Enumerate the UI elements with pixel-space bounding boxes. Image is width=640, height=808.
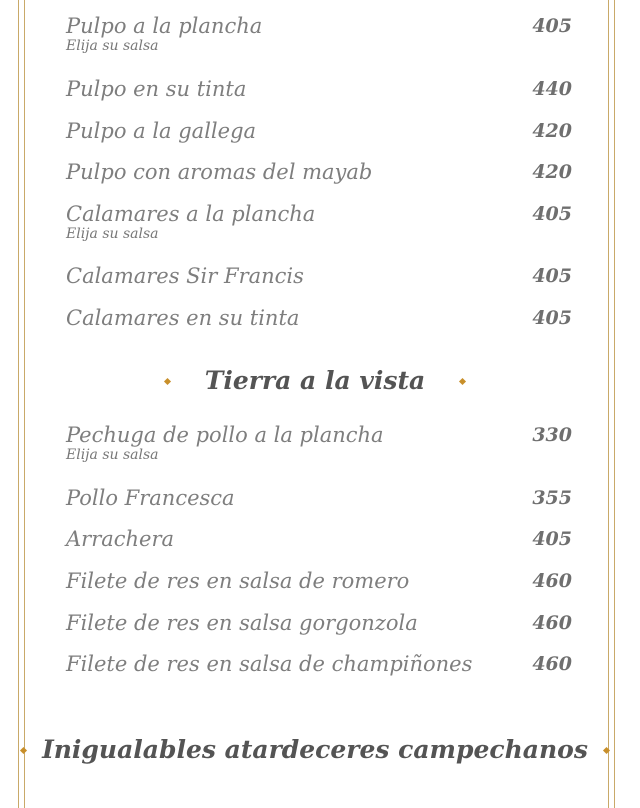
item-price: 405 xyxy=(532,203,572,225)
item-note: Elija su salsa xyxy=(66,226,159,242)
item-note: Elija su salsa xyxy=(66,38,159,54)
item-name: Filete de res en salsa gorgonzola xyxy=(66,611,418,635)
item-name: Calamares Sir Francis xyxy=(66,264,304,288)
item-price: 405 xyxy=(532,15,572,37)
item-price: 460 xyxy=(532,612,572,634)
item-price: 420 xyxy=(532,120,572,142)
diamond-ornament-icon xyxy=(459,377,466,384)
item-price: 420 xyxy=(532,161,572,183)
section-title: Tierra a la vista xyxy=(204,366,426,395)
item-name: Pulpo con aromas del mayab xyxy=(66,160,373,184)
section-heading xyxy=(20,363,610,399)
left-border-ornament xyxy=(18,0,25,808)
item-name: Filete de res en salsa de champiñones xyxy=(66,652,473,676)
item-price: 405 xyxy=(532,265,572,287)
item-note: Elija su salsa xyxy=(66,447,159,463)
item-price: 355 xyxy=(532,487,572,509)
item-name: Pulpo a la plancha xyxy=(66,14,263,38)
item-name: Filete de res en salsa de romero xyxy=(66,569,410,593)
section-title: Inigualables atardeceres campechanos xyxy=(42,735,588,764)
item-price: 440 xyxy=(532,78,572,100)
item-name: Pulpo en su tinta xyxy=(66,77,247,101)
item-name: Pechuga de pollo a la plancha xyxy=(66,423,384,447)
diamond-ornament-icon xyxy=(603,746,610,753)
section-heading xyxy=(20,732,610,768)
diamond-ornament-icon xyxy=(164,377,171,384)
item-name: Pulpo a la gallega xyxy=(66,119,257,143)
diamond-ornament-icon xyxy=(20,746,27,753)
item-price: 460 xyxy=(532,570,572,592)
item-price: 330 xyxy=(532,424,572,446)
item-price: 405 xyxy=(532,528,572,550)
right-border-ornament xyxy=(608,0,615,808)
item-price: 460 xyxy=(532,653,572,675)
item-name: Calamares a la plancha xyxy=(66,202,316,226)
item-price: 405 xyxy=(532,307,572,329)
item-name: Arrachera xyxy=(66,527,175,551)
item-name: Pollo Francesca xyxy=(66,486,235,510)
item-name: Calamares en su tinta xyxy=(66,306,300,330)
